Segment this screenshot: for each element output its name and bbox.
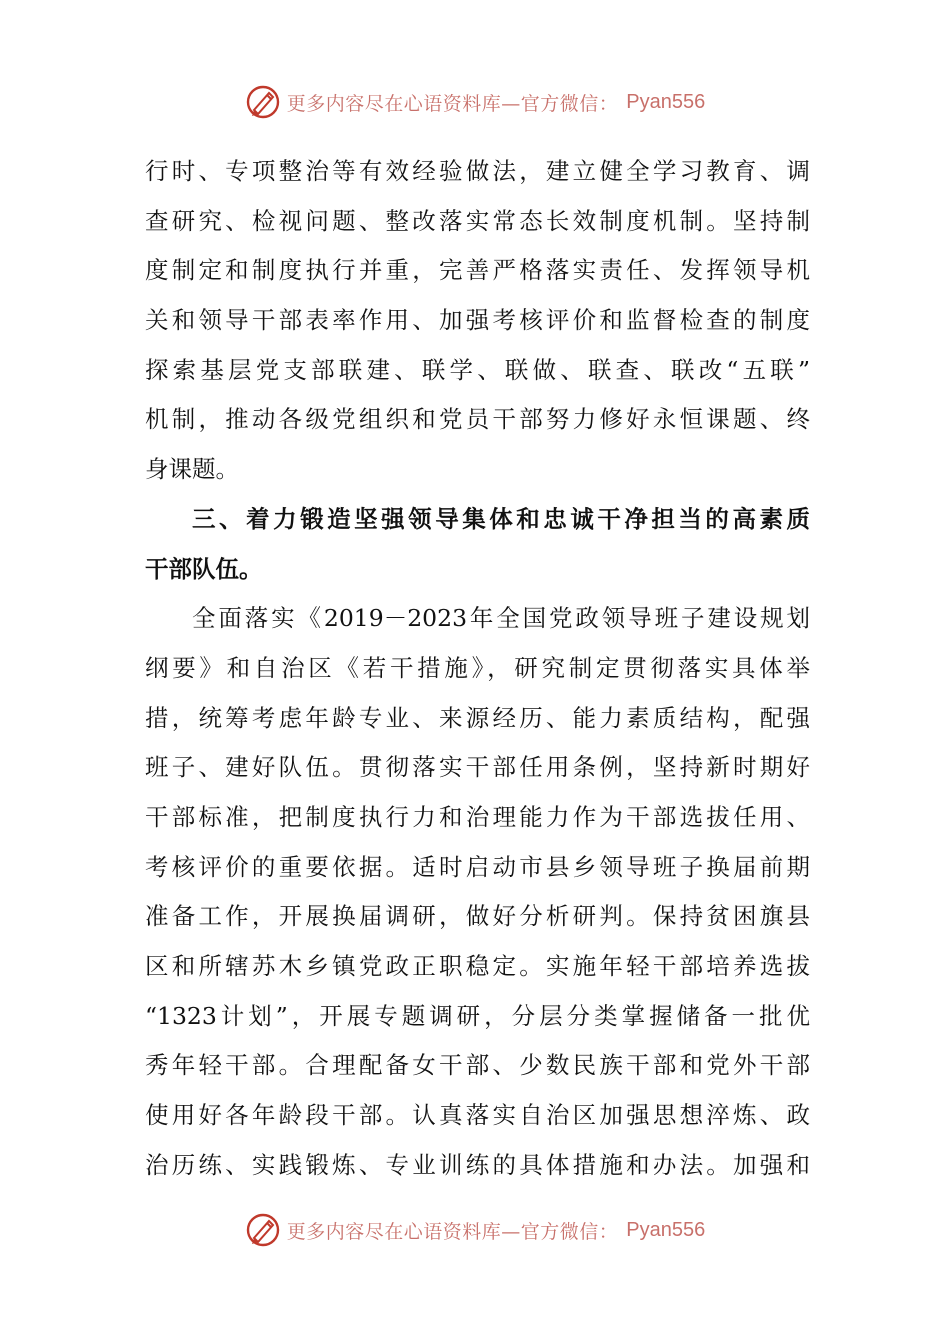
text-line: 准备工作，开展换届调研，做好分析研判。保持贫困旗县: [145, 902, 810, 931]
document-body: [145, 147, 810, 1190]
text-line: 干部标准，把制度执行力和治理能力作为干部选拔任用、: [145, 802, 810, 831]
text-line: 机制，推动各级党组织和党员干部努力修好永恒课题、终: [145, 405, 810, 434]
watermark-promo-text: 更多内容尽在心语资料库—官方微信：: [286, 92, 619, 115]
text-line: “1323计划”，开展专题调研，分层分类掌握储备一批优: [145, 1001, 810, 1030]
text-line: 全面落实《2019－2023年全国党政领导班子建设规划: [192, 604, 810, 633]
paragraph: [145, 594, 810, 1190]
text-line: 治历练、实践锻炼、专业训练的具体措施和办法。加强和: [145, 1150, 810, 1179]
watermark-banner-bottom: [0, 1210, 950, 1250]
watermark-banner-top: [0, 82, 950, 122]
text-line: 身课题。: [145, 455, 239, 484]
text-line: 度制定和制度执行并重，完善严格落实责任、发挥领导机: [145, 256, 810, 285]
text-line: 行时、专项整治等有效经验做法，建立健全学习教育、调: [145, 157, 810, 185]
watermark-handle: Pyan556: [626, 1218, 706, 1241]
paragraph: [145, 147, 810, 495]
text-line: 探索基层党支部联建、联学、联做、联查、联改“五联”: [145, 355, 810, 384]
watermark-promo-text: 更多内容尽在心语资料库—官方微信：: [286, 1220, 619, 1243]
text-line: 考核评价的重要依据。适时启动市县乡领导班子换届前期: [145, 852, 810, 881]
text-line: 区和所辖苏木乡镇党政正职稳定。实施年轻干部培养选拔: [145, 952, 810, 980]
text-line: 纲要》和自治区《若干措施》，研究制定贯彻落实具体举: [145, 653, 810, 682]
text-line: 班子、建好队伍。贯彻落实干部任用条例，坚持新时期好: [145, 753, 810, 782]
text-line: 使用好各年龄段干部。认真落实自治区加强思想淬炼、政: [145, 1101, 810, 1130]
pen-logo-icon: [245, 84, 281, 120]
text-line: 查研究、检视问题、整改落实常态长效制度机制。坚持制: [145, 206, 810, 235]
heading-line: 干部队伍。: [145, 554, 263, 583]
watermark-handle: Pyan556: [626, 90, 706, 113]
text-line: 秀年轻干部。合理配备女干部、少数民族干部和党外干部: [145, 1051, 810, 1080]
section-heading: [145, 495, 810, 594]
pen-logo-icon: [245, 1212, 281, 1248]
heading-line: 三、着力锻造坚强领导集体和忠诚干净担当的高素质: [192, 504, 810, 533]
text-line: 措，统筹考虑年龄专业、来源经历、能力素质结构，配强: [145, 703, 810, 732]
text-line: 关和领导干部表率作用、加强考核评价和监督检查的制度: [145, 306, 810, 335]
